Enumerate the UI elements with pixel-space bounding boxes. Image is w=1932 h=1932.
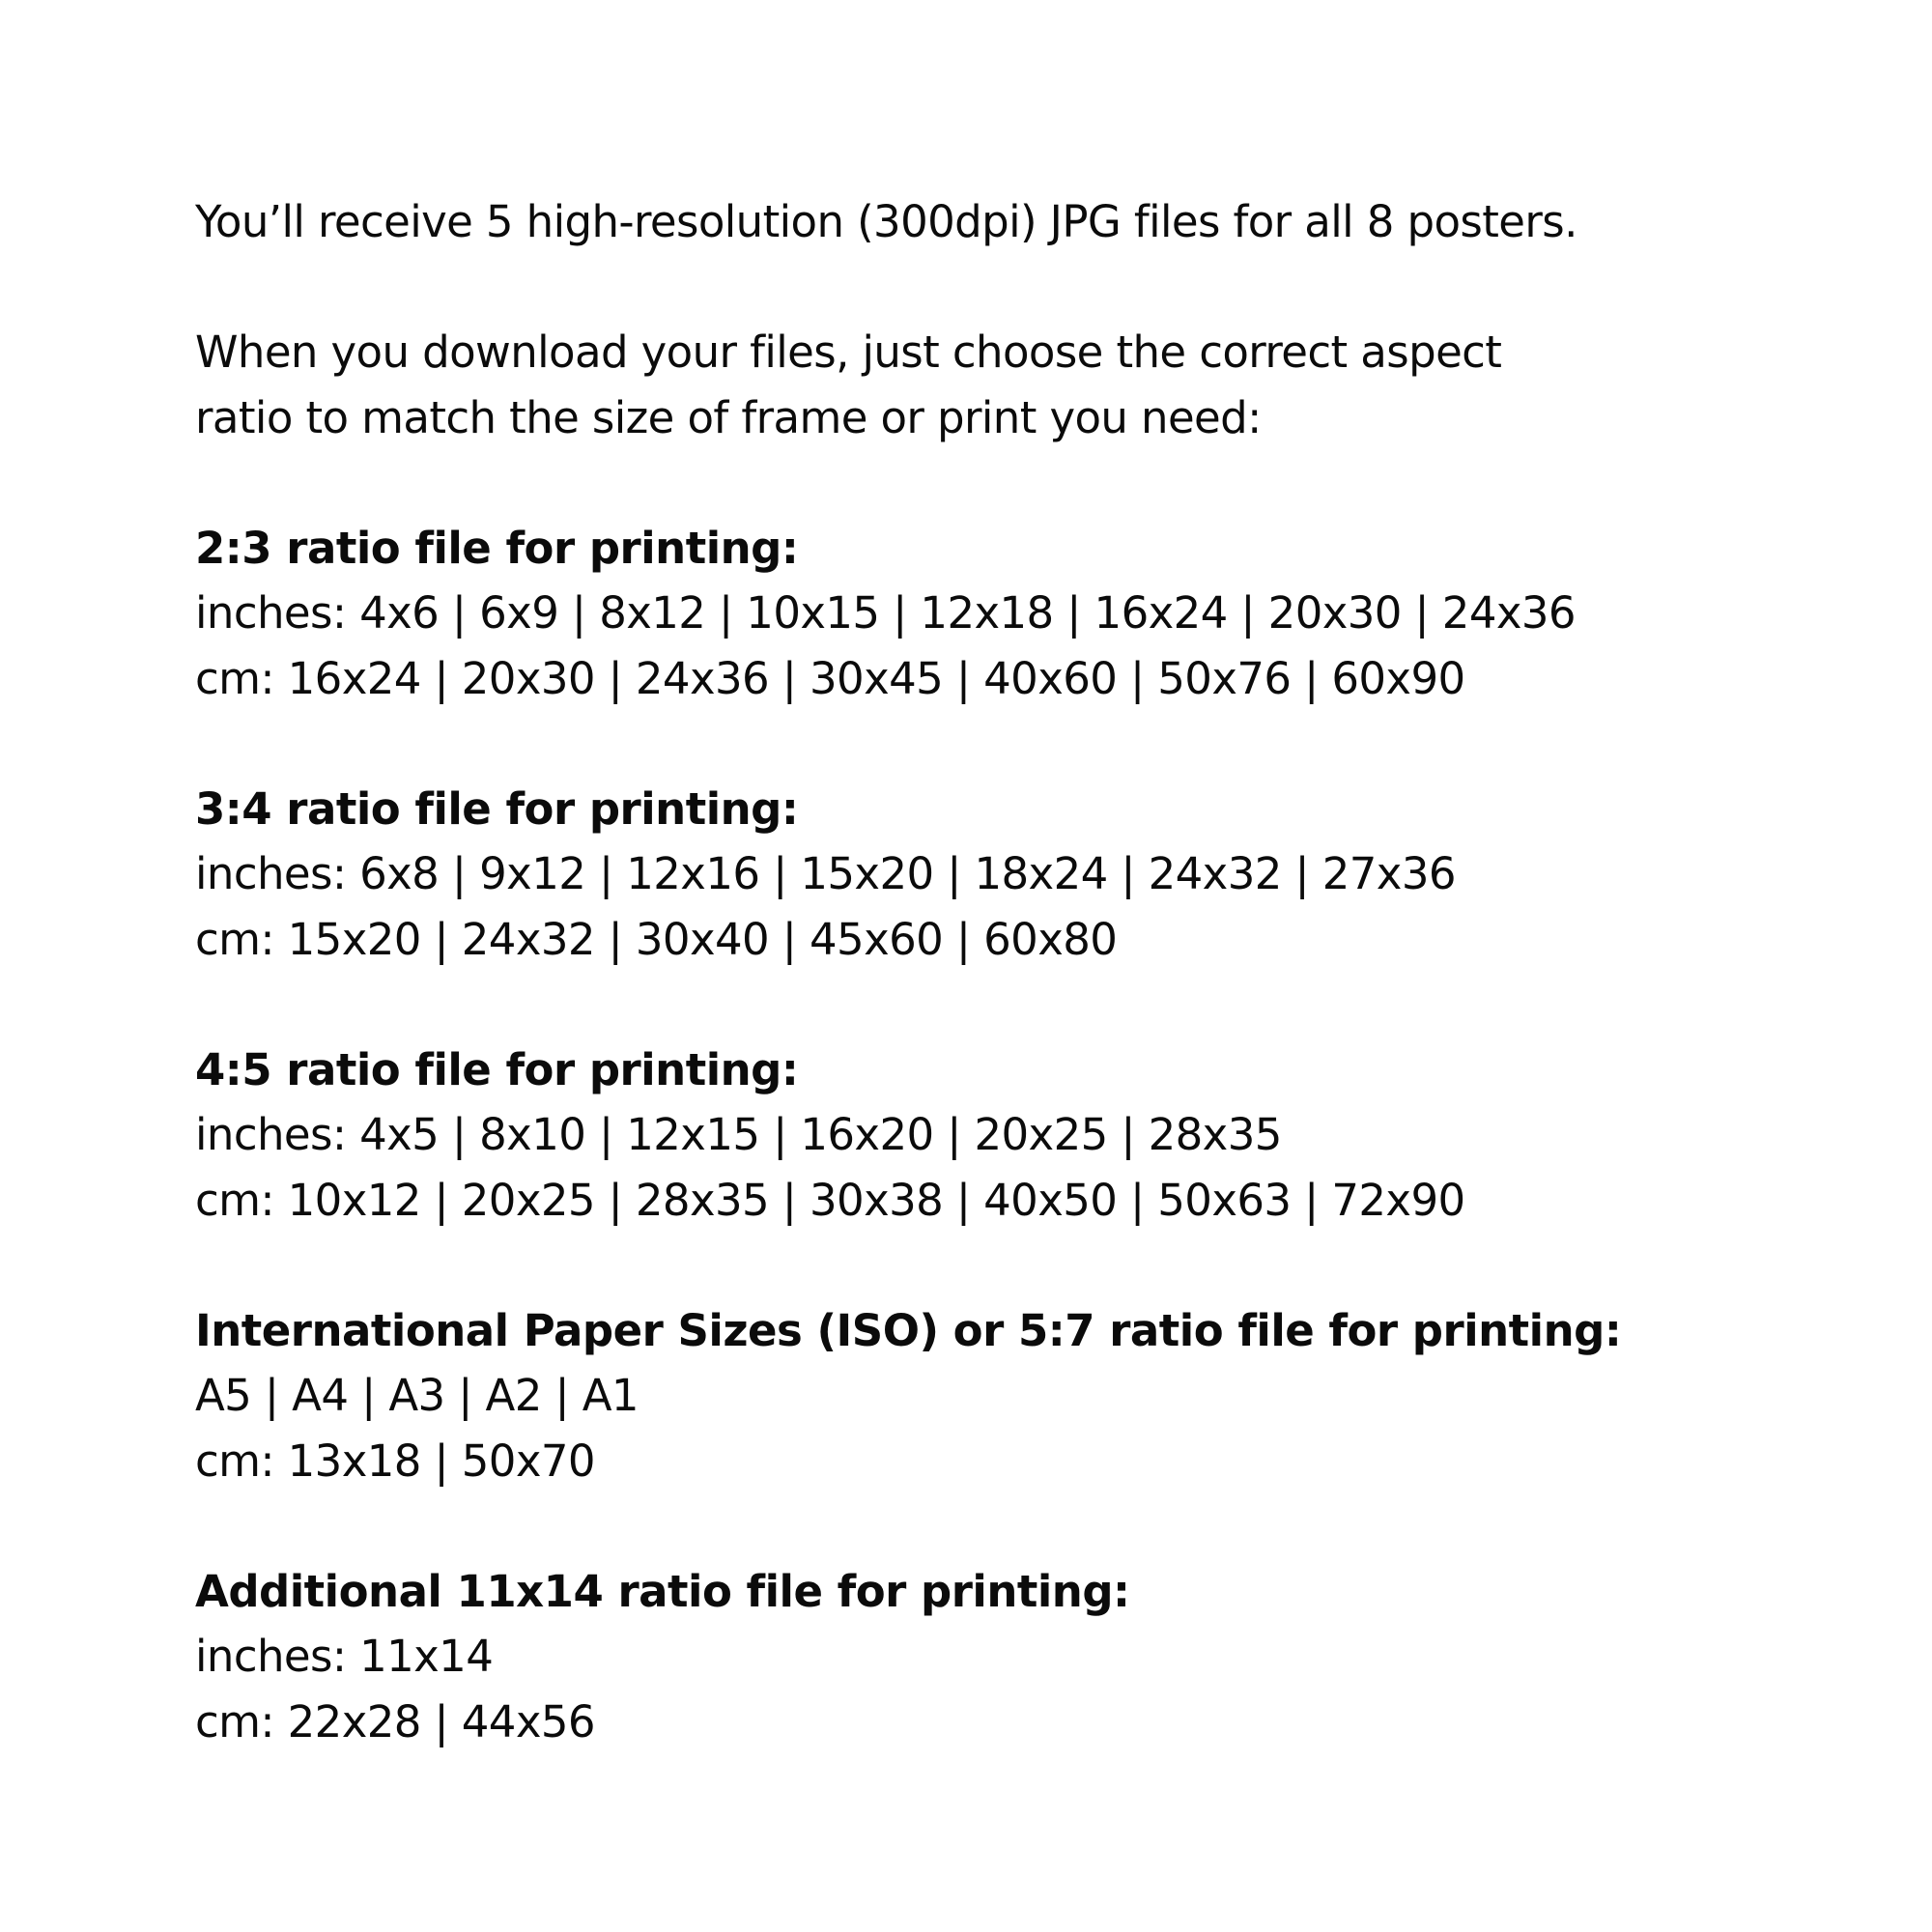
- section-heading: Additional 11x14 ratio file for printing:: [195, 1565, 1130, 1617]
- sizes-cm: cm: 10x12 | 20x25 | 28x35 | 30x38 | 40x50 | 50x63 | 72x90: [195, 1174, 1465, 1226]
- sizes-iso: A5 | A4 | A3 | A2 | A1: [195, 1370, 639, 1421]
- intro-text-files: You’ll receive 5 high-resolution (300dpi) JPG files for all 8 posters.: [195, 196, 1577, 247]
- intro-block: [195, 189, 1837, 450]
- sizes-cm: cm: 15x20 | 24x32 | 30x40 | 45x60 | 60x80: [195, 913, 1118, 965]
- sizes-cm: cm: 22x28 | 44x56: [195, 1695, 595, 1747]
- sizes-cm: cm: 16x24 | 20x30 | 24x36 | 30x45 | 40x60 | 50x76 | 60x90: [195, 652, 1465, 704]
- print-size-info: [195, 189, 1837, 1754]
- section-4-5-ratio: [195, 1037, 1837, 1234]
- section-11x14-ratio: [195, 1559, 1837, 1755]
- spacer: [195, 255, 1837, 321]
- section-2-3-ratio: [195, 516, 1837, 712]
- section-3-4-ratio: [195, 777, 1837, 973]
- sizes-inches: inches: 6x8 | 9x12 | 12x16 | 15x20 | 18x24 | 24x32 | 27x36: [195, 848, 1456, 899]
- sizes-inches: inches: 4x6 | 6x9 | 8x12 | 10x15 | 12x18 | 16x24 | 20x30 | 24x36: [195, 587, 1576, 639]
- sizes-inches: inches: 11x14: [195, 1631, 494, 1682]
- sizes-cm: cm: 13x18 | 50x70: [195, 1435, 595, 1487]
- section-heading: 3:4 ratio file for printing:: [195, 782, 799, 835]
- section-iso-5-7-ratio: [195, 1298, 1837, 1494]
- section-heading: 2:3 ratio file for printing:: [195, 522, 799, 574]
- intro-text-instructions-1: When you download your files, just choose the correct aspect: [195, 327, 1502, 378]
- section-heading: 4:5 ratio file for printing:: [195, 1043, 799, 1095]
- sizes-inches: inches: 4x5 | 8x10 | 12x15 | 16x20 | 20x25 | 28x35: [195, 1109, 1282, 1160]
- section-heading: International Paper Sizes (ISO) or 5:7 ratio file for printing:: [195, 1304, 1622, 1356]
- intro-text-instructions-2: ratio to match the size of frame or print you need:: [195, 391, 1262, 443]
